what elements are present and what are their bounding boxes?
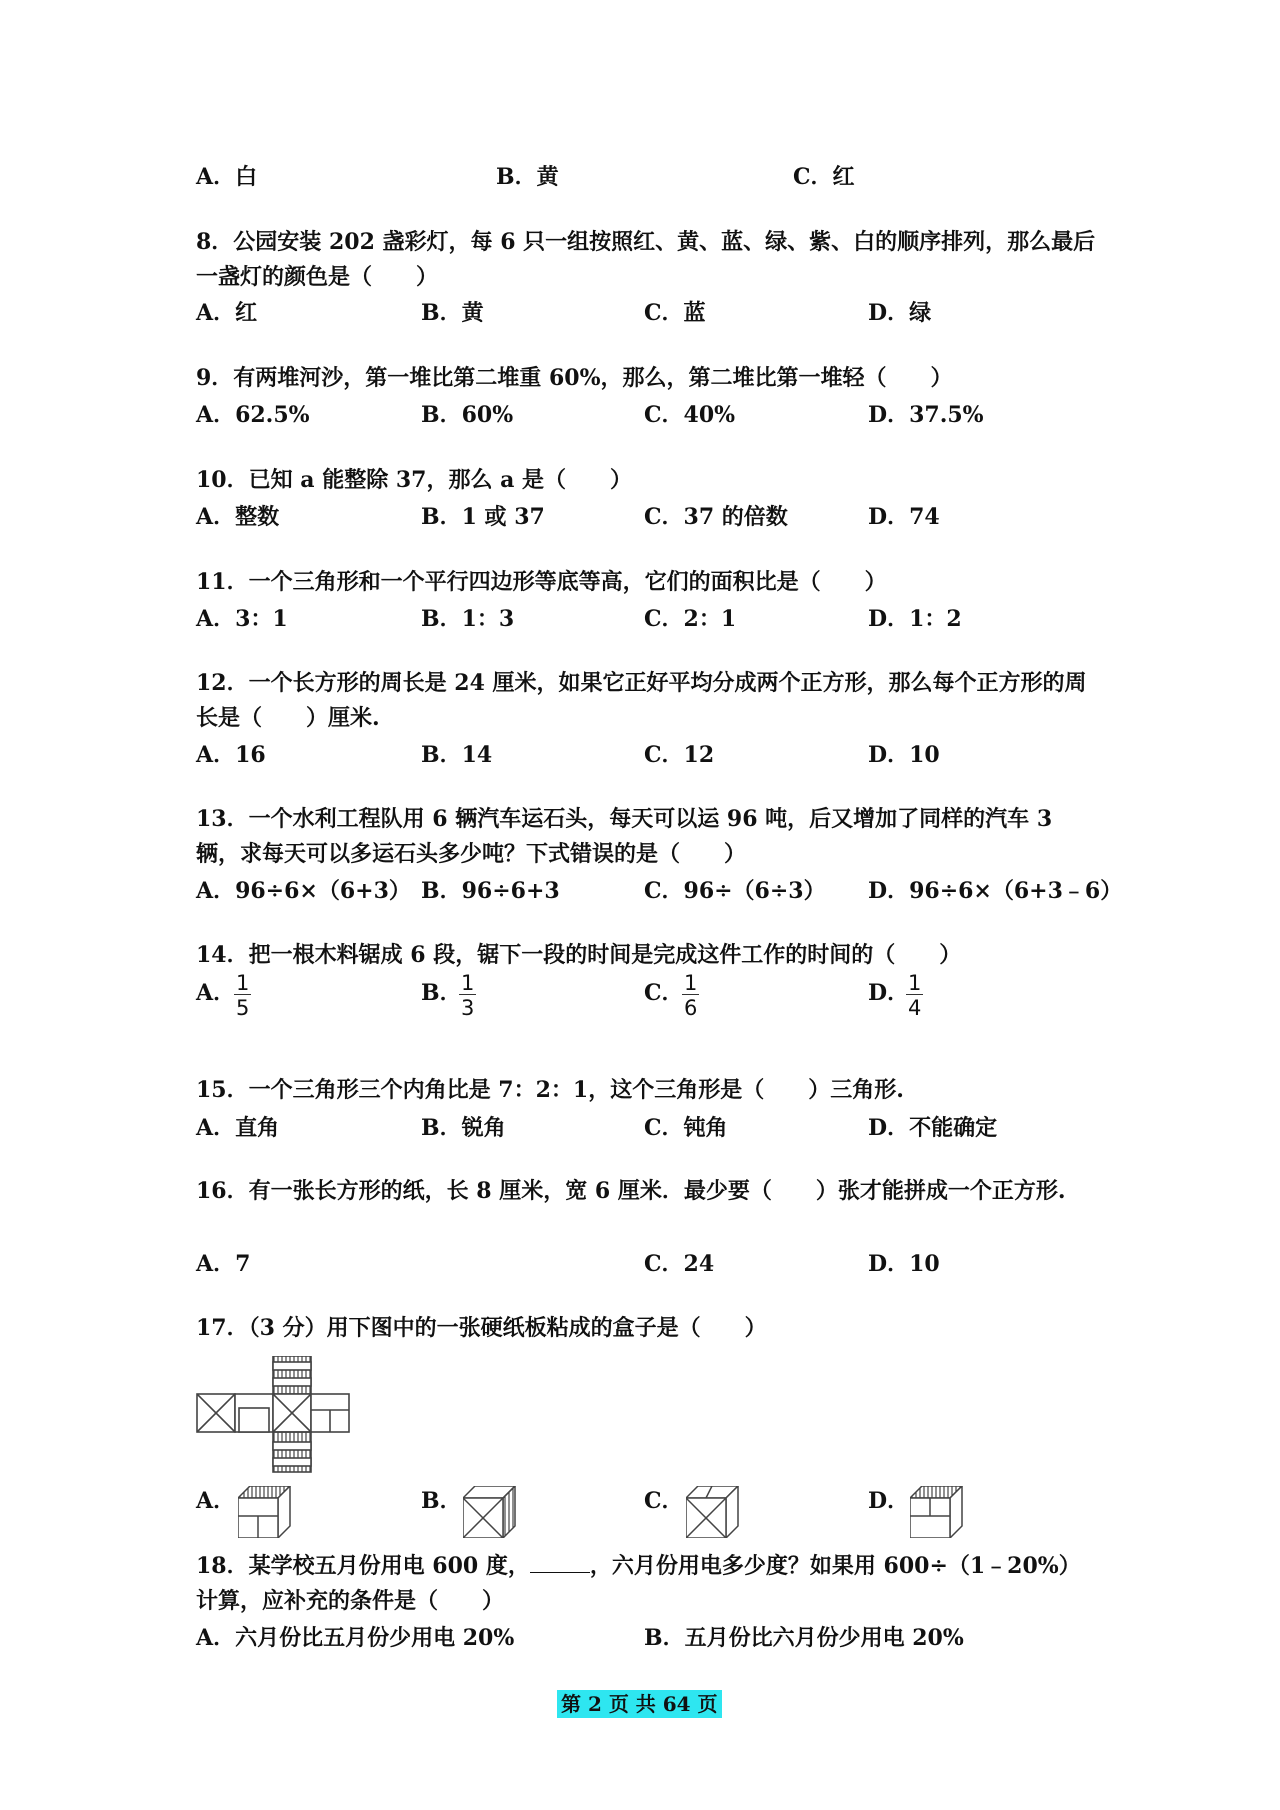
q7-options: [196, 160, 1096, 196]
q17-option-c-cube-icon: [686, 1486, 740, 1538]
q17-option-b-label[interactable]: B．: [421, 1488, 462, 1514]
q13-option-a[interactable]: A．96÷6×（6+3）: [196, 878, 411, 904]
q7-option-c[interactable]: C．红: [793, 164, 855, 190]
q14-options: [196, 971, 1096, 1036]
q13-option-c[interactable]: C．96÷（6÷3）: [644, 878, 826, 904]
q10-options: [196, 500, 1096, 536]
fraction-denominator: 3: [461, 996, 475, 1020]
q7-option-b[interactable]: B．黄: [496, 164, 559, 190]
q18-text-after: ，六月份用电多少度？如果用 600÷（1﹣20%）计算，应补充的条件是（ ）: [196, 1553, 1081, 1614]
q8-option-a[interactable]: A．红: [196, 300, 258, 326]
q9-option-b[interactable]: B．60%: [421, 402, 514, 428]
q7-option-a[interactable]: A．白: [196, 164, 258, 190]
q8-option-d[interactable]: D．绿: [868, 300, 932, 326]
q17-option-a-label[interactable]: A．: [196, 1488, 236, 1514]
q18-option-b[interactable]: B．五月份比六月份少用电 20%: [644, 1625, 964, 1651]
q16-option-d[interactable]: D．10: [868, 1251, 940, 1277]
q14-option-d-fraction: [906, 972, 923, 1019]
q17-option-b-cube-icon: [463, 1486, 517, 1538]
q18-text: [196, 1549, 1096, 1619]
q9-option-d[interactable]: D．37.5%: [868, 402, 984, 428]
q12-option-c[interactable]: C．12: [644, 742, 715, 768]
q10-option-b[interactable]: B．1 或 37: [421, 504, 545, 530]
q18-answer-blank[interactable]: [530, 1554, 590, 1573]
q12-option-d[interactable]: D．10: [868, 742, 940, 768]
q8-text: 8．公园安装 202 盏彩灯，每 6 只一组按照红、黄、蓝、绿、紫、白的顺序排列，那么最后一盏灯的颜色是（ ）: [196, 229, 1096, 290]
q13-option-d[interactable]: D．96÷6×（6+3﹣6）: [868, 878, 1123, 904]
q8-option-c[interactable]: C．蓝: [644, 300, 706, 326]
q8-option-b[interactable]: B．黄: [421, 300, 484, 326]
q18-text-before: 18．某学校五月份用电 600 度，: [196, 1553, 530, 1579]
q16-option-c[interactable]: C．24: [644, 1251, 715, 1277]
fraction-numerator: 1: [236, 971, 250, 995]
q9-text: 9．有两堆河沙，第一堆比第二堆重 60%，那么，第二堆比第一堆轻（ ）: [196, 365, 953, 391]
q12-option-a[interactable]: A．16: [196, 742, 266, 768]
q14-option-d-label[interactable]: D．: [868, 980, 910, 1006]
q17-options: [196, 1484, 1096, 1544]
q12-option-b[interactable]: B．14: [421, 742, 493, 768]
q12-text: 12．一个长方形的周长是 24 厘米，如果它正好平均分成两个正方形，那么每个正方形的周长是（ ）厘米.: [196, 670, 1087, 731]
q11-options: [196, 602, 1096, 638]
q18-option-a[interactable]: A．六月份比五月份少用电 20%: [196, 1625, 515, 1651]
cube-net-figure: [196, 1356, 351, 1474]
q15-option-d[interactable]: D．不能确定: [868, 1115, 998, 1141]
q17-option-d-label[interactable]: D．: [868, 1488, 910, 1514]
q15-option-b[interactable]: B．锐角: [421, 1115, 506, 1141]
fraction-numerator: 1: [908, 971, 922, 995]
q16-text: 16．有一张长方形的纸，长 8 厘米，宽 6 厘米．最少要（ ）张才能拼成一个正方形.: [196, 1178, 1066, 1204]
q17-option-a-cube-icon: [238, 1486, 292, 1538]
q17-text: 17．（3 分）用下图中的一张硬纸板粘成的盒子是（ ）: [196, 1315, 767, 1341]
q8-options: [196, 296, 1096, 332]
q13-text: 13．一个水利工程队用 6 辆汽车运石头，每天可以运 96 吨，后又增加了同样的汽车 3 辆，求每天可以多运石头多少吨？下式错误的是（ ）: [196, 806, 1053, 867]
q10-option-d[interactable]: D．74: [868, 504, 940, 530]
q17-option-d-cube-icon: [910, 1486, 964, 1538]
q11-option-b[interactable]: B．1：3: [421, 606, 515, 632]
q14-text: 14．把一根木料锯成 6 段，锯下一段的时间是完成这件工作的时间的（ ）: [196, 942, 962, 968]
fraction-denominator: 4: [908, 996, 922, 1020]
q9-option-a[interactable]: A．62.5%: [196, 402, 310, 428]
q10-option-c[interactable]: C．37 的倍数: [644, 504, 788, 530]
fraction-denominator: 5: [236, 996, 250, 1020]
fraction-numerator: 1: [684, 971, 698, 995]
q9-option-c[interactable]: C．40%: [644, 402, 736, 428]
fraction-denominator: 6: [684, 996, 698, 1020]
q14-option-a-label[interactable]: A．: [196, 980, 236, 1006]
q18-options: [196, 1621, 1096, 1657]
q13-option-b[interactable]: B．96÷6+3: [421, 878, 560, 904]
q11-option-a[interactable]: A．3：1: [196, 606, 288, 632]
q15-options: [196, 1111, 1096, 1147]
q16-options: [196, 1247, 1096, 1283]
q10-option-a[interactable]: A．整数: [196, 504, 280, 530]
q11-option-d[interactable]: D．1：2: [868, 606, 962, 632]
q13-options: [196, 874, 1123, 910]
q14-option-a-fraction: [234, 972, 251, 1019]
q16-option-a[interactable]: A．7: [196, 1251, 251, 1277]
q15-text: 15．一个三角形三个内角比是 7：2：1，这个三角形是（ ）三角形.: [196, 1077, 904, 1103]
q11-option-c[interactable]: C．2：1: [644, 606, 737, 632]
page-number-footer: 第 2 页 共 64 页: [557, 1690, 722, 1718]
q14-option-c-fraction: [682, 972, 699, 1019]
q11-text: 11．一个三角形和一个平行四边形等底等高，它们的面积比是（ ）: [196, 569, 887, 595]
q15-option-a[interactable]: A．直角: [196, 1115, 280, 1141]
q15-option-c[interactable]: C．钝角: [644, 1115, 728, 1141]
q14-option-b-fraction: [459, 972, 476, 1019]
fraction-numerator: 1: [461, 971, 475, 995]
q9-options: [196, 398, 1096, 434]
q14-option-c-label[interactable]: C．: [644, 980, 684, 1006]
q10-text: 10．已知 a 能整除 37，那么 a 是（ ）: [196, 467, 633, 493]
q17-option-c-label[interactable]: C．: [644, 1488, 684, 1514]
q12-options: [196, 738, 1096, 774]
q14-option-b-label[interactable]: B．: [421, 980, 462, 1006]
